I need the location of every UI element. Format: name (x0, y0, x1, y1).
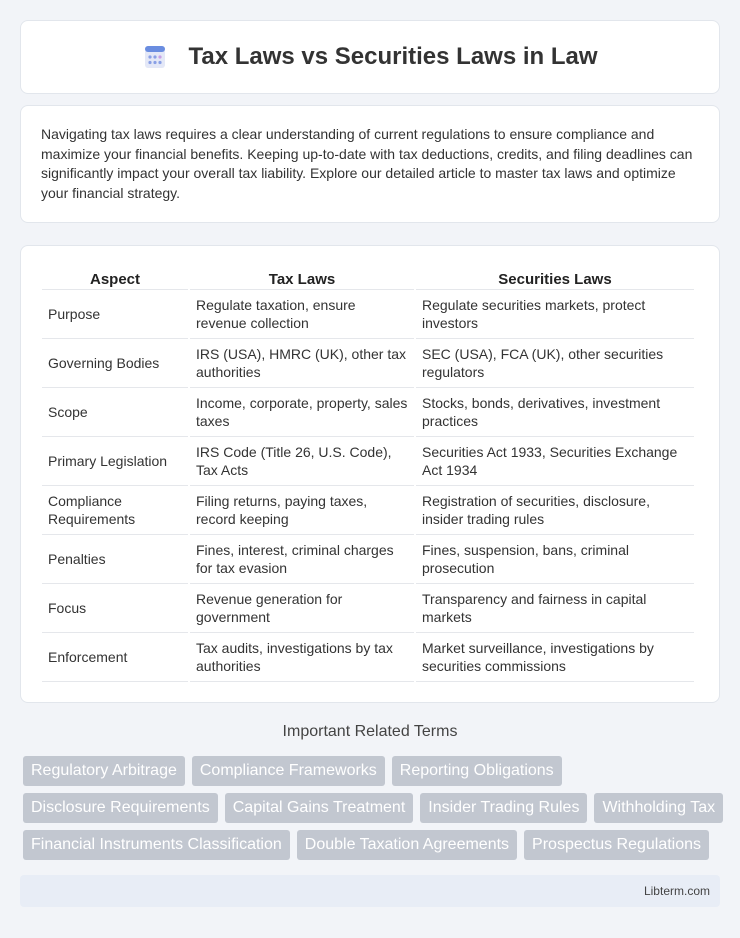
table-row (42, 388, 694, 437)
table-cell-sec: Market surveillance, investigations by securities commissions (416, 633, 694, 682)
column-header-aspect: Aspect (42, 266, 188, 290)
related-term-tag[interactable]: Regulatory Arbitrage (23, 756, 185, 786)
table-cell-tax: Regulate taxation, ensure revenue collection (190, 290, 414, 339)
table-row (42, 535, 694, 584)
table-cell-tax: Income, corporate, property, sales taxes (190, 388, 414, 437)
document-icon (142, 44, 168, 70)
related-terms-row (23, 756, 723, 786)
related-term-tag[interactable]: Disclosure Requirements (23, 793, 218, 823)
table-cell-tax: Revenue generation for government (190, 584, 414, 633)
related-term-tag[interactable]: Withholding Tax (594, 793, 723, 823)
table-row (42, 584, 694, 633)
related-term-tag[interactable]: Insider Trading Rules (420, 793, 587, 823)
footer-brand: Libterm.com (643, 884, 710, 898)
table-cell-tax: IRS (USA), HMRC (UK), other tax authorities (190, 339, 414, 388)
table-cell-sec: Registration of securities, disclosure, insider trading rules (416, 486, 694, 535)
intro-text: Navigating tax laws requires a clear understanding of current regulations to ensure compliance and maximize your financial benefits. Keeping up-to-date with tax deductions, credits, and filing deadlines can significantly impact your overall tax liability. Explore our detailed article to master tax laws and optimize your financial strategy. (41, 126, 693, 201)
column-header-tax-laws: Tax Laws (190, 266, 414, 290)
table-row (42, 437, 694, 486)
related-term-tag[interactable]: Capital Gains Treatment (225, 793, 414, 823)
table-cell-aspect: Purpose (42, 290, 188, 339)
related-term-tag[interactable]: Reporting Obligations (392, 756, 562, 786)
intro-card (20, 105, 720, 223)
table-cell-sec: Regulate securities markets, protect investors (416, 290, 694, 339)
header-card (20, 20, 720, 94)
table-cell-aspect: Scope (42, 388, 188, 437)
related-terms-row (23, 793, 723, 823)
related-term-tag[interactable]: Compliance Frameworks (192, 756, 385, 786)
related-terms-list (23, 756, 723, 867)
table-cell-tax: Filing returns, paying taxes, record keeping (190, 486, 414, 535)
table-row (42, 486, 694, 535)
table-cell-aspect: Compliance Requirements (42, 486, 188, 535)
table-cell-aspect: Penalties (42, 535, 188, 584)
table-cell-tax: IRS Code (Title 26, U.S. Code), Tax Acts (190, 437, 414, 486)
table-header-row (42, 266, 694, 290)
table-cell-sec: Securities Act 1933, Securities Exchange Act 1934 (416, 437, 694, 486)
table-cell-aspect: Focus (42, 584, 188, 633)
table-cell-sec: Stocks, bonds, derivatives, investment practices (416, 388, 694, 437)
table-cell-tax: Fines, interest, criminal charges for tax evasion (190, 535, 414, 584)
footer (20, 875, 720, 907)
related-term-tag[interactable]: Double Taxation Agreements (297, 830, 517, 860)
table-row (42, 290, 694, 339)
page-title: Tax Laws vs Securities Laws in Law (188, 43, 598, 70)
column-header-securities-laws: Securities Laws (416, 266, 694, 290)
table-cell-sec: Fines, suspension, bans, criminal prosecution (416, 535, 694, 584)
table-cell-sec: SEC (USA), FCA (UK), other securities regulators (416, 339, 694, 388)
related-term-tag[interactable]: Financial Instruments Classification (23, 830, 290, 860)
comparison-table (40, 266, 696, 682)
table-cell-aspect: Enforcement (42, 633, 188, 682)
related-terms-row (23, 830, 723, 860)
table-cell-aspect: Governing Bodies (42, 339, 188, 388)
table-cell-tax: Tax audits, investigations by tax authorities (190, 633, 414, 682)
table-row (42, 633, 694, 682)
table-cell-aspect: Primary Legislation (42, 437, 188, 486)
comparison-card (20, 245, 720, 703)
related-terms-title: Important Related Terms (282, 723, 458, 740)
table-row (42, 339, 694, 388)
table-cell-sec: Transparency and fairness in capital markets (416, 584, 694, 633)
related-term-tag[interactable]: Prospectus Regulations (524, 830, 709, 860)
